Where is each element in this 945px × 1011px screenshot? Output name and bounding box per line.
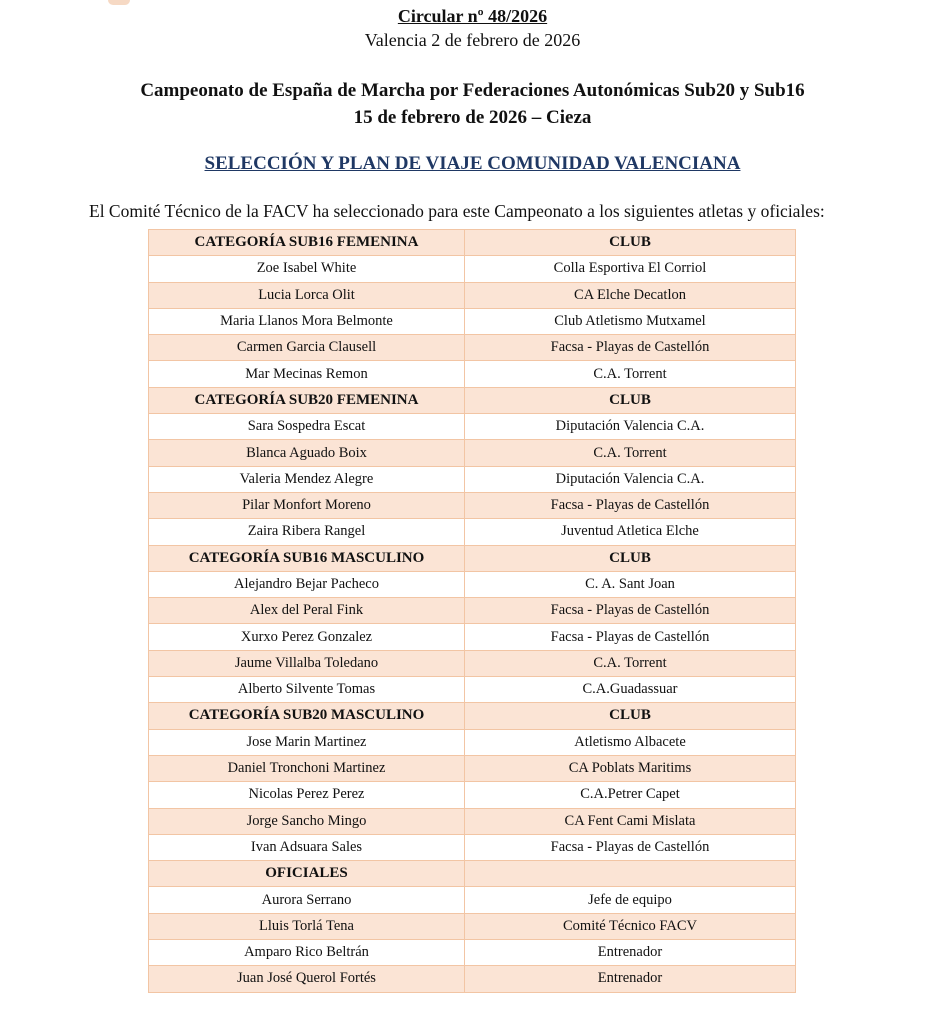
category-header-row — [149, 230, 796, 256]
date-line: Valencia 2 de febrero de 2026 — [364, 30, 581, 50]
person-name: Amparo Rico Beltrán — [149, 940, 465, 966]
club-name: CA Elche Decatlon — [465, 282, 796, 308]
person-name: Alex del Peral Fink — [149, 598, 465, 624]
person-name: Aurora Serrano — [149, 887, 465, 913]
club-name: Facsa - Playas de Castellón — [465, 598, 796, 624]
person-name: Juan José Querol Fortés — [149, 966, 465, 992]
club-name: C.A.Guadassuar — [465, 677, 796, 703]
table-row — [149, 282, 796, 308]
category-title: CATEGORÍA SUB20 FEMENINA — [149, 387, 465, 413]
selection-table — [148, 229, 796, 993]
club-name: CA Fent Cami Mislata — [465, 808, 796, 834]
club-name: Diputación Valencia C.A. — [465, 414, 796, 440]
table-row — [149, 913, 796, 939]
club-name: Atletismo Albacete — [465, 729, 796, 755]
club-name: C.A. Torrent — [465, 440, 796, 466]
person-name: Mar Mecinas Remon — [149, 361, 465, 387]
club-column-header: CLUB — [465, 703, 796, 729]
person-name: Jose Marin Martinez — [149, 729, 465, 755]
category-title: CATEGORÍA SUB20 MASCULINO — [149, 703, 465, 729]
category-header-row — [149, 545, 796, 571]
section-title: SELECCIÓN Y PLAN DE VIAJE COMUNIDAD VALENCIANA — [204, 153, 741, 174]
club-column-header: CLUB — [465, 545, 796, 571]
club-name: Facsa - Playas de Castellón — [465, 492, 796, 518]
club-name: CA Poblats Maritims — [465, 755, 796, 781]
person-name: Blanca Aguado Boix — [149, 440, 465, 466]
club-name: C. A. Sant Joan — [465, 571, 796, 597]
person-name: Carmen Garcia Clausell — [149, 335, 465, 361]
table-row — [149, 887, 796, 913]
table-row — [149, 335, 796, 361]
table-row — [149, 782, 796, 808]
table-row — [149, 677, 796, 703]
person-name: Jaume Villalba Toledano — [149, 650, 465, 676]
club-name: C.A. Torrent — [465, 361, 796, 387]
category-title: CATEGORÍA SUB16 MASCULINO — [149, 545, 465, 571]
club-name: Juventud Atletica Elche — [465, 519, 796, 545]
table-row — [149, 440, 796, 466]
logo-fragment — [108, 0, 130, 5]
person-name: Ivan Adsuara Sales — [149, 834, 465, 860]
table-row — [149, 598, 796, 624]
club-name: Diputación Valencia C.A. — [465, 466, 796, 492]
person-name: Maria Llanos Mora Belmonte — [149, 308, 465, 334]
table-row — [149, 466, 796, 492]
event-title: Campeonato de España de Marcha por Federaciones Autonómicas Sub20 y Sub16 — [140, 80, 805, 101]
club-name: Facsa - Playas de Castellón — [465, 834, 796, 860]
person-name: Zaira Ribera Rangel — [149, 519, 465, 545]
club-name: C.A.Petrer Capet — [465, 782, 796, 808]
table-row — [149, 650, 796, 676]
club-name: Entrenador — [465, 940, 796, 966]
table-row — [149, 361, 796, 387]
table-row — [149, 729, 796, 755]
person-name: Xurxo Perez Gonzalez — [149, 624, 465, 650]
club-name: Facsa - Playas de Castellón — [465, 624, 796, 650]
person-name: Nicolas Perez Perez — [149, 782, 465, 808]
category-header-row — [149, 703, 796, 729]
event-date-location: 15 de febrero de 2026 – Cieza — [353, 107, 592, 128]
club-column-header — [465, 861, 796, 887]
circular-number: Circular nº 48/2026 — [397, 6, 548, 26]
club-column-header: CLUB — [465, 387, 796, 413]
table-row — [149, 624, 796, 650]
table-row — [149, 834, 796, 860]
club-column-header: CLUB — [465, 230, 796, 256]
person-name: Valeria Mendez Alegre — [149, 466, 465, 492]
person-name: Zoe Isabel White — [149, 256, 465, 282]
category-header-row — [149, 387, 796, 413]
table-row — [149, 519, 796, 545]
person-name: Pilar Monfort Moreno — [149, 492, 465, 518]
table-row — [149, 256, 796, 282]
table-row — [149, 571, 796, 597]
club-name: Jefe de equipo — [465, 887, 796, 913]
person-name: Daniel Tronchoni Martinez — [149, 755, 465, 781]
club-name: Comité Técnico FACV — [465, 913, 796, 939]
table-row — [149, 492, 796, 518]
category-title: CATEGORÍA SUB16 FEMENINA — [149, 230, 465, 256]
table-row — [149, 808, 796, 834]
club-name: C.A. Torrent — [465, 650, 796, 676]
club-name: Colla Esportiva El Corriol — [465, 256, 796, 282]
table-row — [149, 414, 796, 440]
table-row — [149, 308, 796, 334]
table-row — [149, 755, 796, 781]
club-name: Entrenador — [465, 966, 796, 992]
intro-paragraph: El Comité Técnico de la FACV ha seleccionado para este Campeonato a los siguientes atletas y oficiales: — [89, 201, 825, 221]
category-title: OFICIALES — [149, 861, 465, 887]
person-name: Sara Sospedra Escat — [149, 414, 465, 440]
club-name: Facsa - Playas de Castellón — [465, 335, 796, 361]
person-name: Jorge Sancho Mingo — [149, 808, 465, 834]
person-name: Lluis Torlá Tena — [149, 913, 465, 939]
category-header-row — [149, 861, 796, 887]
person-name: Lucia Lorca Olit — [149, 282, 465, 308]
table-row — [149, 966, 796, 992]
person-name: Alejandro Bejar Pacheco — [149, 571, 465, 597]
person-name: Alberto Silvente Tomas — [149, 677, 465, 703]
table-row — [149, 940, 796, 966]
club-name: Club Atletismo Mutxamel — [465, 308, 796, 334]
